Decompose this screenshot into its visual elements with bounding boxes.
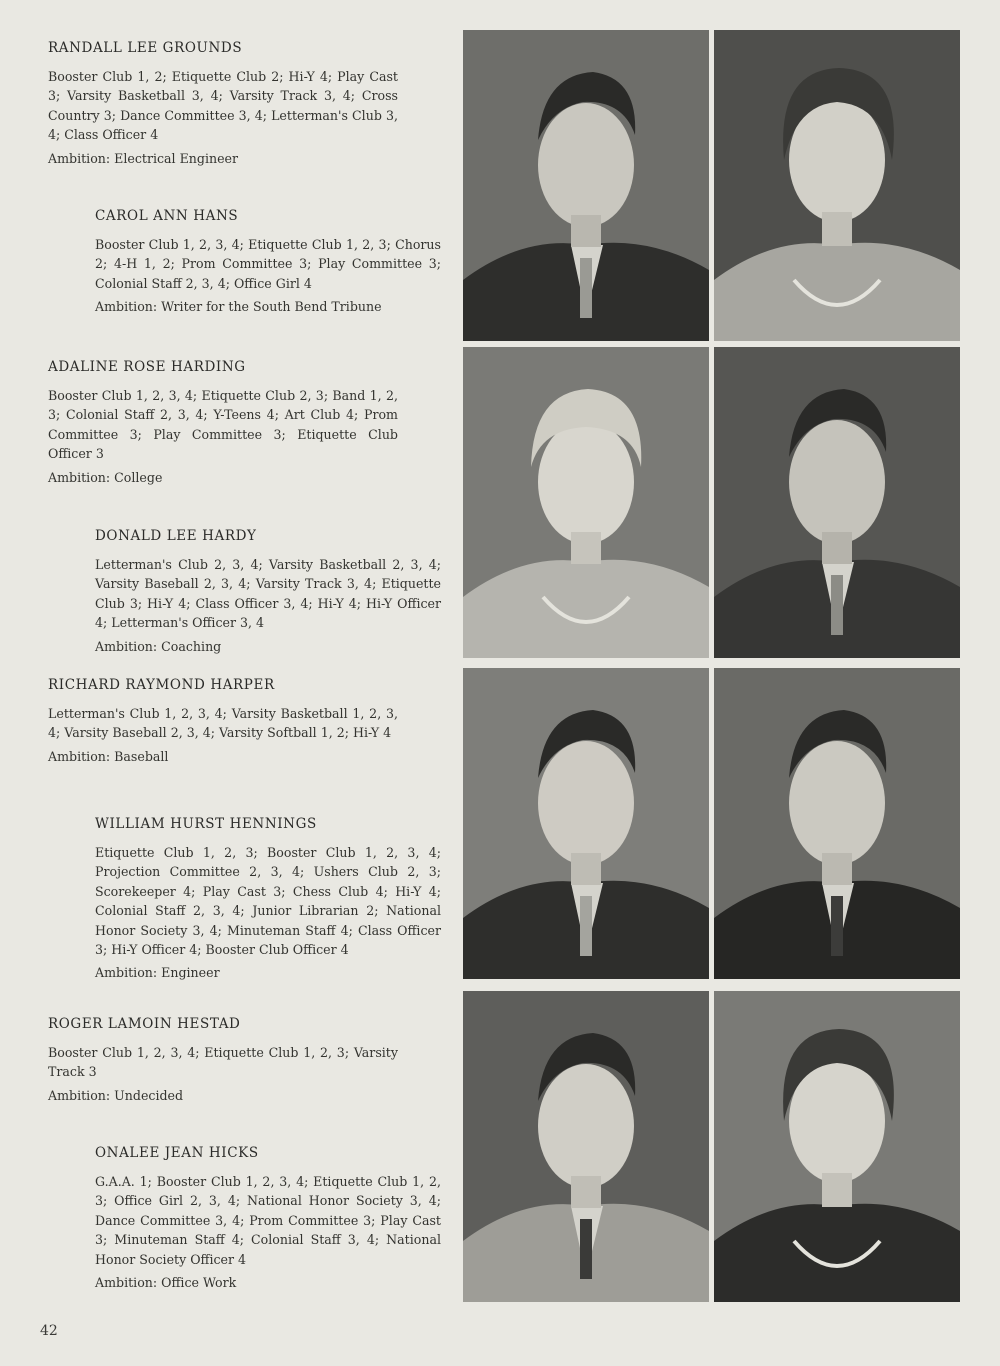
portrait-photo [463,991,709,1302]
student-entry-hardy [95,528,441,656]
student-name: RICHARD RAYMOND HARPER [48,677,275,693]
portrait-grid [463,30,963,1302]
student-activities: Booster Club 1, 2, 3, 4; Etiquette Club 2, 3; Band 1, 2, 3; Colonial Staff 2, 3, 4; Y-Teens 4; Art Club 4; Prom Committee 3; Play Committee 3; Etiquette Club Officer 3 [48,388,398,462]
student-name: ADALINE ROSE HARDING [48,359,246,375]
student-ambition: Ambition: Baseball [48,748,169,764]
student-activities: G.A.A. 1; Booster Club 1, 2, 3, 4; Etiquette Club 1, 2, 3; Office Girl 2, 3, 4; National Honor Society 3, 4; Dance Committee 3, 4; Prom Committee 3; Play Cast 3; Minuteman Staff 4; Colonial Staff 3, 4; National Honor Society Officer 4 [95,1174,441,1267]
portrait-photo [714,30,960,341]
student-name: ROGER LAMOIN HESTAD [48,1016,241,1032]
student-entry-harper [48,677,398,766]
student-ambition: Ambition: Engineer [95,965,220,981]
portrait-photo [463,30,709,341]
student-activities: Booster Club 1, 2, 3, 4; Etiquette Club 1, 2, 3; Varsity Track 3 [48,1045,398,1080]
student-name: CAROL ANN HANS [95,208,239,224]
student-ambition: Ambition: Coaching [95,638,222,654]
student-ambition: Ambition: Office Work [95,1275,237,1291]
student-activities: Letterman's Club 2, 3, 4; Varsity Basketball 2, 3, 4; Varsity Baseball 2, 3, 4; Varsity Track 3, 4; Etiquette Club 3; Hi-Y 4; Class Officer 3, 4; Hi-Y 4; Hi-Y Officer 4; Letterman's Officer 3, 4 [95,557,441,631]
student-ambition: Ambition: Undecided [48,1087,184,1103]
student-entry-hans [95,208,441,316]
student-activities: Booster Club 1, 2, 3, 4; Etiquette Club 1, 2, 3; Chorus 2; 4-H 1, 2; Prom Committee 3; Play Committee 3; Colonial Staff 2, 3, 4; Office Girl 4 [95,237,441,291]
student-entry-harding [48,359,398,487]
page-number: 42 [40,1323,58,1339]
student-name: WILLIAM HURST HENNINGS [95,816,317,832]
student-activities: Etiquette Club 1, 2, 3; Booster Club 1, 2, 3, 4; Projection Committee 2, 3, 4; Ushers Club 2, 3; Scorekeeper 4; Play Cast 3; Chess Club 4; Hi-Y 4; Colonial Staff 2, 3, 4; Junior Librarian 2; National Honor Society 3, 4; Minuteman Staff 4; Class Officer 3; Hi-Y Officer 4; Booster Club Officer 4 [95,845,441,958]
portrait-photo [463,347,709,658]
student-ambition: Ambition: Electrical Engineer [48,150,239,166]
portrait-photo [463,668,709,979]
student-entry-hestad [48,1016,398,1105]
student-entry-hicks [95,1145,441,1292]
portrait-photo [714,991,960,1302]
student-ambition: Ambition: College [48,469,163,485]
student-entry-hennings [95,816,441,982]
student-name: DONALD LEE HARDY [95,528,257,544]
student-activities: Letterman's Club 1, 2, 3, 4; Varsity Basketball 1, 2, 3, 4; Varsity Baseball 2, 3, 4; Varsity Softball 1, 2; Hi-Y 4 [48,706,398,741]
portrait-photo [714,347,960,658]
student-name: RANDALL LEE GROUNDS [48,40,243,56]
portrait-photo [714,668,960,979]
student-entry-grounds [48,40,398,168]
student-name: ONALEE JEAN HICKS [95,1145,259,1161]
student-ambition: Ambition: Writer for the South Bend Tribune [95,299,382,315]
student-activities: Booster Club 1, 2; Etiquette Club 2; Hi-Y 4; Play Cast 3; Varsity Basketball 3, 4; Varsity Track 3, 4; Cross Country 3; Dance Committee 3, 4; Letterman's Club 3, 4; Class Officer 4 [48,69,398,143]
